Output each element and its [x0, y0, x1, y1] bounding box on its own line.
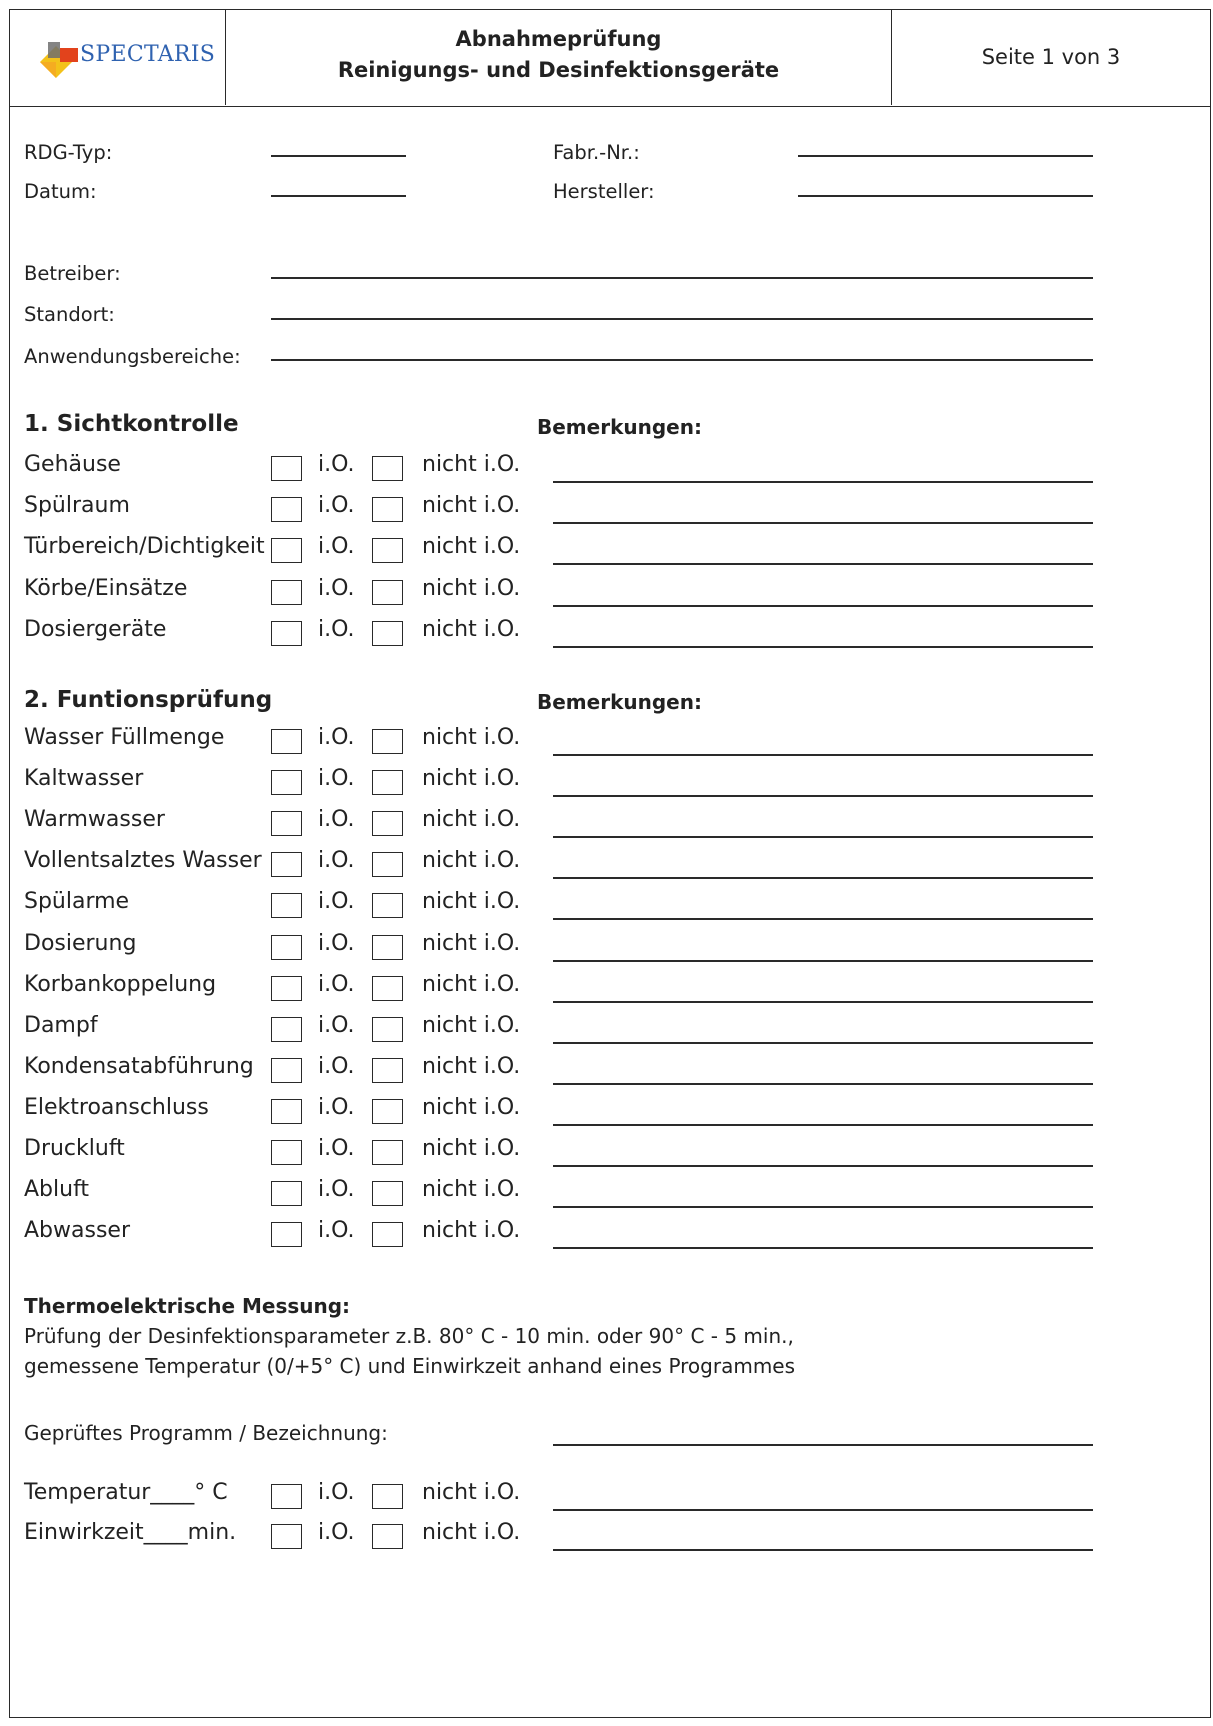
betreiber-field[interactable] — [271, 277, 1093, 279]
sichtkontrolle-remarks-field-3[interactable] — [553, 605, 1093, 607]
hersteller-label: Hersteller: — [553, 180, 655, 203]
fabr-nr-label: Fabr.-Nr.: — [553, 141, 640, 164]
funktionspruefung-ok-checkbox-9[interactable] — [271, 1099, 302, 1124]
funktionspruefung-not-ok-label-7: nicht i.O. — [422, 1012, 521, 1038]
funktionspruefung-ok-checkbox-6[interactable] — [271, 976, 302, 1001]
funktionspruefung-not-ok-checkbox-5[interactable] — [372, 935, 403, 960]
sichtkontrolle-ok-label-0: i.O. — [318, 452, 355, 477]
sichtkontrolle-label-4: Dosiergeräte — [24, 616, 167, 642]
sichtkontrolle-remarks-field-2[interactable] — [553, 563, 1093, 565]
funktionspruefung-remarks-field-8[interactable] — [553, 1083, 1093, 1085]
funktionspruefung-ok-label-10: i.O. — [318, 1136, 355, 1161]
rdg-typ-label: RDG-Typ: — [24, 141, 113, 164]
sichtkontrolle-label-0: Gehäuse — [24, 452, 121, 477]
funktionspruefung-ok-checkbox-7[interactable] — [271, 1017, 302, 1042]
rdg-typ-field[interactable] — [271, 155, 406, 157]
funktionspruefung-ok-label-11: i.O. — [318, 1177, 355, 1203]
thermo-duration-label-1: Einwirkzeit____min. — [24, 1520, 237, 1545]
anwendungsbereiche-field[interactable] — [271, 359, 1093, 361]
section-1-title: 1. Sichtkontrolle — [24, 411, 239, 437]
funktionspruefung-not-ok-checkbox-10[interactable] — [372, 1140, 403, 1165]
funktionspruefung-label-11: Abluft — [24, 1177, 90, 1203]
sichtkontrolle-ok-checkbox-2[interactable] — [271, 538, 302, 563]
funktionspruefung-not-ok-checkbox-6[interactable] — [372, 976, 403, 1001]
funktionspruefung-not-ok-label-3: nicht i.O. — [422, 848, 521, 874]
funktionspruefung-label-12: Abwasser — [24, 1218, 130, 1244]
funktionspruefung-ok-checkbox-3[interactable] — [271, 852, 302, 877]
thermo-text-line-1: Prüfung der Desinfektionsparameter z.B. 80° C - 10 min. oder 90° C - 5 min., — [24, 1324, 794, 1348]
sichtkontrolle-ok-checkbox-3[interactable] — [271, 580, 302, 605]
funktionspruefung-ok-checkbox-8[interactable] — [271, 1058, 302, 1083]
funktionspruefung-not-ok-label-1: nicht i.O. — [422, 766, 521, 792]
funktionspruefung-not-ok-label-12: nicht i.O. — [422, 1218, 521, 1244]
funktionspruefung-label-9: Elektroanschluss — [24, 1094, 209, 1120]
standort-field[interactable] — [271, 318, 1093, 320]
thermo-temperature-label-0: Temperatur____° C — [24, 1480, 228, 1505]
program-label: Geprüftes Programm / Bezeichnung: — [24, 1421, 388, 1445]
funktionspruefung-ok-label-0: i.O. — [318, 725, 355, 750]
funktionspruefung-ok-label-8: i.O. — [318, 1053, 355, 1079]
funktionspruefung-label-5: Dosierung — [24, 930, 137, 956]
sichtkontrolle-not-ok-label-4: nicht i.O. — [422, 616, 521, 642]
sichtkontrolle-remarks-field-1[interactable] — [553, 522, 1093, 524]
fabr-nr-field[interactable] — [798, 155, 1093, 157]
anwendungsbereiche-label: Anwendungsbereiche: — [24, 345, 241, 368]
funktionspruefung-not-ok-checkbox-0[interactable] — [372, 729, 403, 754]
funktionspruefung-ok-checkbox-10[interactable] — [271, 1140, 302, 1165]
funktionspruefung-ok-checkbox-11[interactable] — [271, 1181, 302, 1206]
title-line-2: Reinigungs- und Desinfektionsgeräte — [337, 58, 780, 82]
funktionspruefung-remarks-field-12[interactable] — [553, 1247, 1093, 1249]
sichtkontrolle-ok-checkbox-0[interactable] — [271, 456, 302, 481]
funktionspruefung-not-ok-label-5: nicht i.O. — [422, 930, 521, 956]
funktionspruefung-not-ok-checkbox-12[interactable] — [372, 1222, 403, 1247]
section-2-remarks-label: Bemerkungen: — [537, 690, 702, 714]
funktionspruefung-remarks-field-0[interactable] — [553, 754, 1093, 756]
sichtkontrolle-ok-label-3: i.O. — [318, 575, 355, 601]
funktionspruefung-ok-label-9: i.O. — [318, 1094, 355, 1120]
funktionspruefung-ok-label-3: i.O. — [318, 848, 355, 874]
funktionspruefung-not-ok-checkbox-8[interactable] — [372, 1058, 403, 1083]
thermo-duration-remarks-field-1[interactable] — [553, 1549, 1093, 1551]
program-field[interactable] — [553, 1444, 1093, 1446]
sichtkontrolle-ok-label-4: i.O. — [318, 616, 355, 642]
funktionspruefung-ok-label-2: i.O. — [318, 807, 355, 833]
funktionspruefung-not-ok-label-10: nicht i.O. — [422, 1136, 521, 1161]
thermo-temperature-remarks-field-0[interactable] — [553, 1509, 1093, 1511]
sichtkontrolle-label-1: Spülraum — [24, 493, 130, 519]
sichtkontrolle-not-ok-checkbox-1[interactable] — [372, 497, 403, 522]
funktionspruefung-remarks-field-1[interactable] — [553, 795, 1093, 797]
spectaris-logo-icon — [38, 36, 82, 80]
funktionspruefung-not-ok-checkbox-9[interactable] — [372, 1099, 403, 1124]
funktionspruefung-not-ok-label-9: nicht i.O. — [422, 1094, 521, 1120]
sichtkontrolle-not-ok-checkbox-0[interactable] — [372, 456, 403, 481]
sichtkontrolle-ok-label-1: i.O. — [318, 493, 355, 519]
funktionspruefung-remarks-field-6[interactable] — [553, 1001, 1093, 1003]
funktionspruefung-not-ok-checkbox-1[interactable] — [372, 770, 403, 795]
funktionspruefung-label-8: Kondensatabführung — [24, 1053, 254, 1079]
sichtkontrolle-not-ok-checkbox-2[interactable] — [372, 538, 403, 563]
form-header — [10, 10, 1210, 107]
funktionspruefung-ok-checkbox-4[interactable] — [271, 893, 302, 918]
thermo-text-line-2: gemessene Temperatur (0/+5° C) und Einwirkzeit anhand eines Programmes — [24, 1354, 796, 1378]
thermo-duration-ok-checkbox-1[interactable] — [271, 1524, 302, 1549]
funktionspruefung-not-ok-label-0: nicht i.O. — [422, 725, 521, 750]
funktionspruefung-label-0: Wasser Füllmenge — [24, 725, 225, 750]
funktionspruefung-remarks-field-7[interactable] — [553, 1042, 1093, 1044]
funktionspruefung-label-7: Dampf — [24, 1012, 98, 1038]
sichtkontrolle-ok-label-2: i.O. — [318, 534, 355, 560]
sichtkontrolle-label-3: Körbe/Einsätze — [24, 575, 188, 601]
thermo-temperature-not-ok-checkbox-0[interactable] — [372, 1484, 403, 1509]
funktionspruefung-not-ok-checkbox-7[interactable] — [372, 1017, 403, 1042]
sichtkontrolle-not-ok-label-3: nicht i.O. — [422, 575, 521, 601]
funktionspruefung-remarks-field-10[interactable] — [553, 1165, 1093, 1167]
funktionspruefung-not-ok-checkbox-3[interactable] — [372, 852, 403, 877]
funktionspruefung-not-ok-checkbox-11[interactable] — [372, 1181, 403, 1206]
datum-label: Datum: — [24, 180, 97, 203]
funktionspruefung-not-ok-label-2: nicht i.O. — [422, 807, 521, 833]
funktionspruefung-ok-label-12: i.O. — [318, 1218, 355, 1244]
funktionspruefung-label-10: Druckluft — [24, 1136, 125, 1161]
funktionspruefung-not-ok-label-6: nicht i.O. — [422, 971, 521, 997]
title-line-1: Abnahmeprüfung — [455, 27, 662, 51]
funktionspruefung-label-4: Spülarme — [24, 889, 130, 915]
funktionspruefung-not-ok-checkbox-2[interactable] — [372, 811, 403, 836]
hersteller-field[interactable] — [798, 195, 1093, 197]
funktionspruefung-not-ok-checkbox-4[interactable] — [372, 893, 403, 918]
funktionspruefung-not-ok-label-8: nicht i.O. — [422, 1053, 521, 1079]
page-indicator: Seite 1 von 3 — [981, 45, 1121, 69]
funktionspruefung-ok-label-4: i.O. — [318, 889, 355, 915]
sichtkontrolle-not-ok-checkbox-3[interactable] — [372, 580, 403, 605]
funktionspruefung-ok-checkbox-1[interactable] — [271, 770, 302, 795]
thermo-temperature-ok-checkbox-0[interactable] — [271, 1484, 302, 1509]
funktionspruefung-ok-checkbox-12[interactable] — [271, 1222, 302, 1247]
logo-cell — [10, 10, 226, 105]
thermo-duration-not-ok-label-1: nicht i.O. — [422, 1520, 521, 1545]
funktionspruefung-remarks-field-5[interactable] — [553, 960, 1093, 962]
sichtkontrolle-not-ok-label-1: nicht i.O. — [422, 493, 521, 519]
thermo-title: Thermoelektrische Messung: — [24, 1294, 351, 1318]
sichtkontrolle-remarks-field-0[interactable] — [553, 481, 1093, 483]
funktionspruefung-not-ok-label-4: nicht i.O. — [422, 889, 521, 915]
funktionspruefung-remarks-field-11[interactable] — [553, 1206, 1093, 1208]
section-2-title: 2. Funtionsprüfung — [24, 687, 273, 713]
funktionspruefung-remarks-field-9[interactable] — [553, 1124, 1093, 1126]
funktionspruefung-ok-checkbox-2[interactable] — [271, 811, 302, 836]
funktionspruefung-not-ok-label-11: nicht i.O. — [422, 1177, 521, 1203]
sichtkontrolle-not-ok-checkbox-4[interactable] — [372, 621, 403, 646]
standort-label: Standort: — [24, 303, 115, 326]
funktionspruefung-ok-checkbox-5[interactable] — [271, 935, 302, 960]
logo-text: SPECTARIS — [80, 42, 216, 67]
document-title — [226, 10, 892, 105]
funktionspruefung-remarks-field-3[interactable] — [553, 877, 1093, 879]
funktionspruefung-ok-label-1: i.O. — [318, 766, 355, 792]
section-1-remarks-label: Bemerkungen: — [537, 415, 702, 439]
funktionspruefung-label-3: Vollentsalztes Wasser — [24, 848, 262, 874]
sichtkontrolle-not-ok-label-2: nicht i.O. — [422, 534, 521, 560]
betreiber-label: Betreiber: — [24, 262, 121, 285]
sichtkontrolle-label-2: Türbereich/Dichtigkeit — [24, 534, 265, 560]
sichtkontrolle-not-ok-label-0: nicht i.O. — [422, 452, 521, 477]
funktionspruefung-label-2: Warmwasser — [24, 807, 165, 833]
funktionspruefung-ok-checkbox-0[interactable] — [271, 729, 302, 754]
funktionspruefung-remarks-field-2[interactable] — [553, 836, 1093, 838]
funktionspruefung-ok-label-5: i.O. — [318, 930, 355, 956]
funktionspruefung-label-6: Korbankoppelung — [24, 971, 217, 997]
funktionspruefung-label-1: Kaltwasser — [24, 766, 144, 792]
sichtkontrolle-remarks-field-4[interactable] — [553, 646, 1093, 648]
funktionspruefung-ok-label-6: i.O. — [318, 971, 355, 997]
sichtkontrolle-ok-checkbox-4[interactable] — [271, 621, 302, 646]
thermo-duration-ok-label-1: i.O. — [318, 1520, 355, 1545]
sichtkontrolle-ok-checkbox-1[interactable] — [271, 497, 302, 522]
funktionspruefung-ok-label-7: i.O. — [318, 1012, 355, 1038]
thermo-duration-not-ok-checkbox-1[interactable] — [372, 1524, 403, 1549]
datum-field[interactable] — [271, 195, 406, 197]
thermo-temperature-ok-label-0: i.O. — [318, 1480, 355, 1505]
funktionspruefung-remarks-field-4[interactable] — [553, 918, 1093, 920]
thermo-temperature-not-ok-label-0: nicht i.O. — [422, 1480, 521, 1505]
